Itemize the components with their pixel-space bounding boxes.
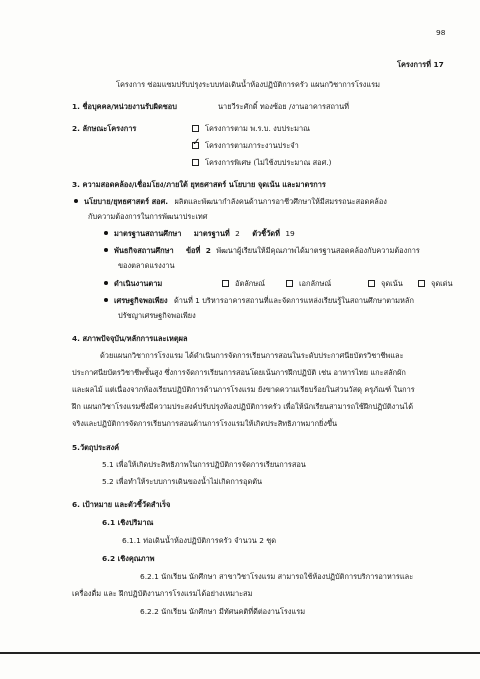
identity-option[interactable] [222, 279, 265, 289]
bottom-rule [0, 652, 480, 654]
section-1-value: นายวีระศักดิ์ ทองซ้อย /งานอาคารสถานที่ [218, 102, 350, 111]
section-2-label: 2. ลักษณะโครงการ [72, 124, 137, 133]
quality-item-cont: เครื่องดื่ม และ ฝึกปฏิบัติงานการโรงแรมได้อย่างเหมาะสม [72, 589, 253, 598]
standard-no: 2 [235, 229, 240, 238]
identity-item [104, 279, 162, 289]
policy-text: ผลิตและพัฒนากำลังคนด้านการอาชีวศึกษาให้มีสมรรถนะสอดคล้อง [174, 197, 387, 206]
economy-text: ด้านที่ 1 บริหารอาคารสถานที่และจัดการแหล่งเรียนรู้ในสถานศึกษาตามหลัก [173, 296, 414, 305]
rationale-line: ด้วยแผนกวิชาการโรงแรม ได้ดำเนินการจัดการเรียนการสอนในระดับประกาศนียบัตรวิชาชีพและ [100, 351, 404, 360]
quality-item: 6.2.2 นักเรียน นักศึกษา มีทัศนคติที่ดีต่องานโรงแรม [140, 607, 306, 616]
standard-no-label: มาตรฐานที่ [193, 229, 230, 238]
policy-lead: นโยบาย/ยุทธศาสตร์ สอศ. [84, 197, 169, 206]
checkbox[interactable] [368, 280, 375, 287]
indicator-no: 19 [285, 229, 295, 238]
project-title: โครงการ ซ่อมแซมปรับปรุงระบบท่อเดินน้ำห้องปฏิบัติการครัว แผนกวิชาการโรงแรม [116, 80, 381, 89]
quality-item: 6.2.1 นักเรียน นักศึกษา สาขาวิชาโรงแรม สามารถใช้ห้องปฏิบัติการบริการอาหารและ [140, 572, 414, 581]
checkbox[interactable] [418, 280, 425, 287]
option-label: โครงการตามภาระงานประจำ [205, 141, 299, 150]
bullet-icon [104, 231, 108, 235]
quantity-item: 6.1.1 ท่อเดินน้ำห้องปฏิบัติการครัว จำนวน 2 ชุด [122, 536, 277, 545]
section-1-label: 1. ชื่อบุคคล/หน่วยงานรับผิดชอบ [72, 102, 177, 111]
mission-item-label: ข้อที่ [185, 246, 201, 255]
rationale-line: และผลไม้ แต่เนื่องจากห้องเรียนปฏิบัติการด้านการโรงแรม ยังขาดความเรียบร้อยในส่วนวัสดุ ครุภัณฑ์ ในการ [72, 385, 415, 394]
mission-text: พัฒนาผู้เรียนให้มีคุณภาพได้มาตรฐานสอดคล้องกับความต้องการ [216, 246, 420, 255]
standard-item [104, 229, 295, 239]
economy-item [104, 296, 414, 306]
checkbox-checked[interactable] [192, 142, 199, 149]
identity-option[interactable] [418, 279, 453, 289]
checkbox[interactable] [192, 125, 199, 132]
bullet-icon [104, 298, 108, 302]
identity-lead: ดำเนินงานตาม [114, 279, 163, 288]
policy-text-cont: กับความต้องการในการพัฒนาประเทศ [88, 212, 208, 221]
project-type-option[interactable] [192, 141, 299, 151]
option-label: โครงการตาม พ.ร.บ. งบประมาณ [205, 124, 310, 133]
mission-item [104, 246, 420, 256]
economy-lead: เศรษฐกิจพอเพียง [114, 296, 168, 305]
checkbox[interactable] [192, 159, 199, 166]
standard-lead: มาตรฐานสถานศึกษา [114, 229, 182, 238]
mission-item-no: 2 [205, 246, 211, 255]
objective-item: 5.2 เพื่อทำให้ระบบการเดินของน้ำไม่เกิดการอุดตัน [102, 477, 263, 486]
section-5-label: 5.วัตถุประสงค์ [72, 443, 120, 452]
rationale-line: ฝึก แผนกวิชาโรงแรมซึ่งมีความประสงค์ปรับปรุงห้องปฏิบัติการครัว เพื่อให้นักเรียนสามารถใช้ฝึกปฏิบัติงานได้ [72, 402, 413, 411]
bullet-icon [104, 248, 108, 252]
rationale-line: ประกาศนียบัตรวิชาชีพชั้นสูง ซึ่งการจัดการเรียนการสอนโดยเน้นการฝึกปฏิบัติ เช่น อาหารไทย แกะสลักผัก [72, 368, 406, 377]
identity-option[interactable] [286, 279, 331, 289]
policy-item [74, 197, 387, 207]
mission-text-cont: ของตลาดแรงงาน [118, 261, 175, 270]
bullet-icon [104, 281, 108, 285]
objective-item: 5.1 เพื่อให้เกิดประสิทธิภาพในการปฏิบัติการจัดการเรียนการสอน [102, 460, 306, 469]
section-4-label: 4. สภาพปัจจุบัน/หลักการและเหตุผล [72, 334, 188, 343]
economy-text-cont: ปรัชญาเศรษฐกิจพอเพียง [118, 311, 196, 320]
option-label: โครงการพิเศษ (ไม่ใช้งบประมาณ สอศ.) [205, 158, 332, 167]
checkbox[interactable] [222, 280, 229, 287]
identity-option[interactable] [368, 279, 403, 289]
checkbox[interactable] [286, 280, 293, 287]
project-type-option[interactable] [192, 158, 332, 168]
quality-label: 6.2 เชิงคุณภาพ [102, 554, 155, 563]
option-label: อัตลักษณ์ [235, 279, 265, 288]
option-label: จุดเน้น [381, 279, 403, 288]
indicator-label: ตัวชี้วัดที่ [252, 229, 280, 238]
rationale-line: จริงและปฏิบัติการจัดการเรียนการสอนด้านการโรงแรมให้เกิดประสิทธิภาพมากยิ่งขึ้น [72, 419, 338, 428]
section-6-label: 6. เป้าหมาย และตัวชี้วัดสำเร็จ [72, 500, 171, 509]
mission-lead: พันธกิจสถานศึกษา [114, 246, 174, 255]
option-label: จุดเด่น [431, 279, 453, 288]
page-number: 98 [436, 28, 446, 37]
project-number: โครงการที่ 17 [397, 60, 444, 69]
project-type-option[interactable] [192, 124, 310, 134]
section-3-label: 3. ความสอดคล้อง/เชื่อมโยง/ภายใต้ ยุทธศาสตร์ นโยบาย จุดเน้น และมาตรการ [72, 180, 326, 189]
option-label: เอกลักษณ์ [299, 279, 332, 288]
quantity-label: 6.1 เชิงปริมาณ [102, 518, 154, 527]
bullet-icon [74, 199, 78, 203]
